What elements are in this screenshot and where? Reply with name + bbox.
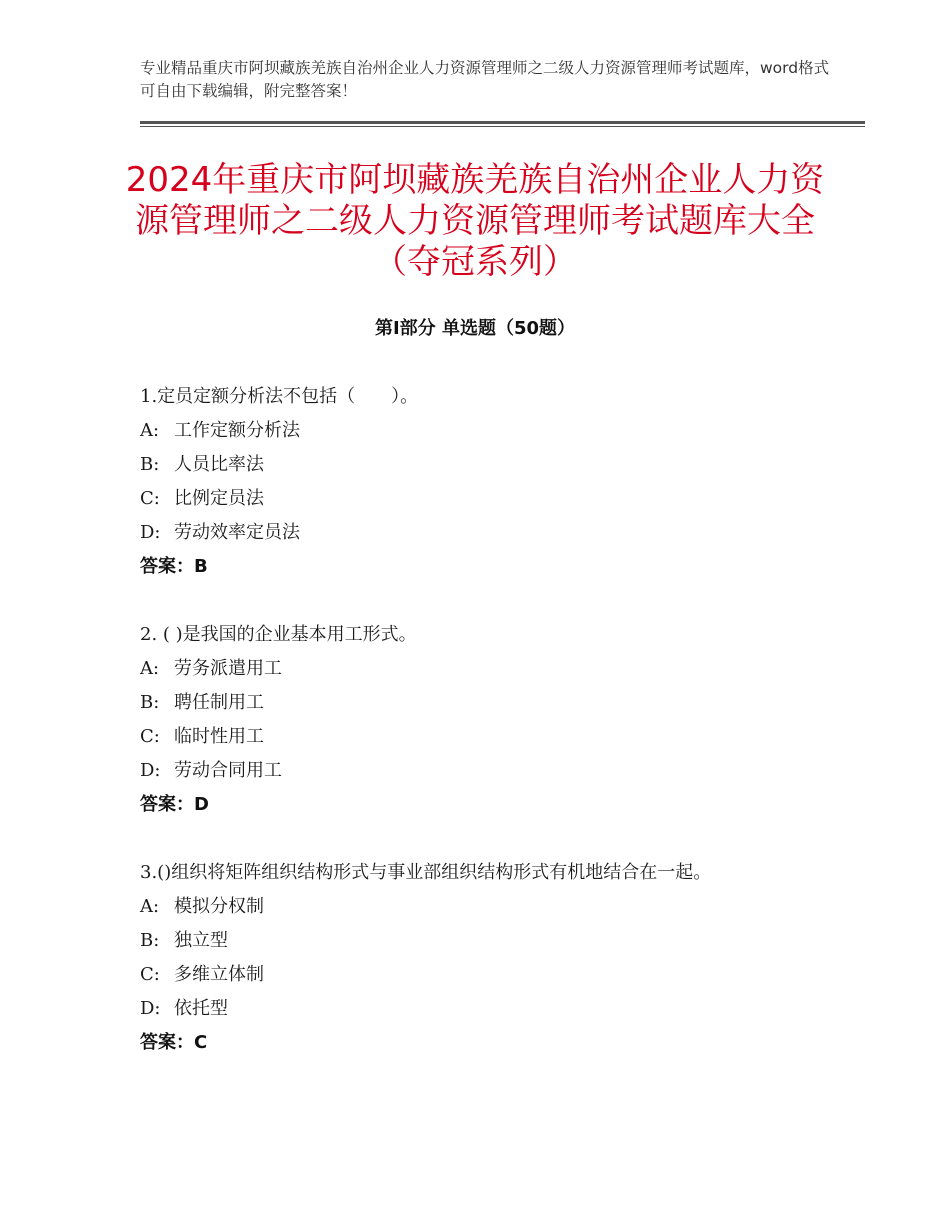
option-prefix: A: — [140, 658, 160, 679]
option-a — [140, 652, 810, 686]
option-prefix: C: — [140, 726, 160, 747]
option-prefix: D: — [140, 522, 161, 543]
question-3 — [140, 856, 795, 1060]
option-text: 临时性用工 — [174, 726, 264, 747]
question-stem: 3.()组织将矩阵组织结构形式与事业部组织结构形式有机地结合在一起。 — [140, 862, 712, 883]
option-prefix: A: — [140, 420, 160, 441]
option-c — [140, 958, 795, 992]
option-a — [140, 414, 810, 448]
option-b — [140, 448, 810, 482]
option-b — [140, 924, 795, 958]
question-2 — [140, 618, 810, 822]
option-text: 工作定额分析法 — [174, 420, 300, 441]
option-prefix: B: — [140, 454, 160, 475]
option-b — [140, 686, 810, 720]
option-text: 多维立体制 — [174, 964, 264, 985]
option-text: 比例定员法 — [174, 488, 264, 509]
option-d — [140, 754, 810, 788]
header-note: 专业精品重庆市阿坝藏族羌族自治州企业人力资源管理师之二级人力资源管理师考试题库，word格式可自由下载编辑，附完整答案！ — [140, 59, 830, 100]
option-d — [140, 992, 795, 1026]
question-stem: 2. ( )是我国的企业基本用工形式。 — [140, 624, 417, 645]
answer: 答案：C — [140, 1032, 208, 1053]
option-text: 模拟分权制 — [174, 896, 264, 917]
option-c — [140, 482, 810, 516]
header-divider-thick — [140, 121, 865, 124]
option-prefix: B: — [140, 692, 160, 713]
option-d — [140, 516, 810, 550]
option-c — [140, 720, 810, 754]
answer: 答案：D — [140, 794, 209, 815]
option-prefix: D: — [140, 998, 161, 1019]
option-prefix: C: — [140, 964, 160, 985]
option-a — [140, 890, 795, 924]
question-stem: 1.定员定额分析法不包括（ ）。 — [140, 386, 419, 407]
option-text: 聘任制用工 — [174, 692, 264, 713]
option-prefix: A: — [140, 896, 160, 917]
option-prefix: C: — [140, 488, 160, 509]
answer: 答案：B — [140, 556, 208, 577]
document-title: 2024年重庆市阿坝藏族羌族自治州企业人力资源管理师之二级人力资源管理师考试题库大全（夺冠系列） — [125, 160, 825, 282]
option-text: 劳务派遣用工 — [174, 658, 282, 679]
option-prefix: B: — [140, 930, 160, 951]
question-1 — [140, 380, 810, 584]
option-text: 劳动效率定员法 — [174, 522, 300, 543]
section-title: 第Ⅰ部分 单选题（50题） — [374, 318, 575, 339]
option-text: 人员比率法 — [174, 454, 264, 475]
option-text: 依托型 — [174, 998, 228, 1019]
option-text: 独立型 — [174, 930, 228, 951]
option-prefix: D: — [140, 760, 161, 781]
option-text: 劳动合同用工 — [174, 760, 282, 781]
header-divider-thin — [140, 126, 865, 127]
